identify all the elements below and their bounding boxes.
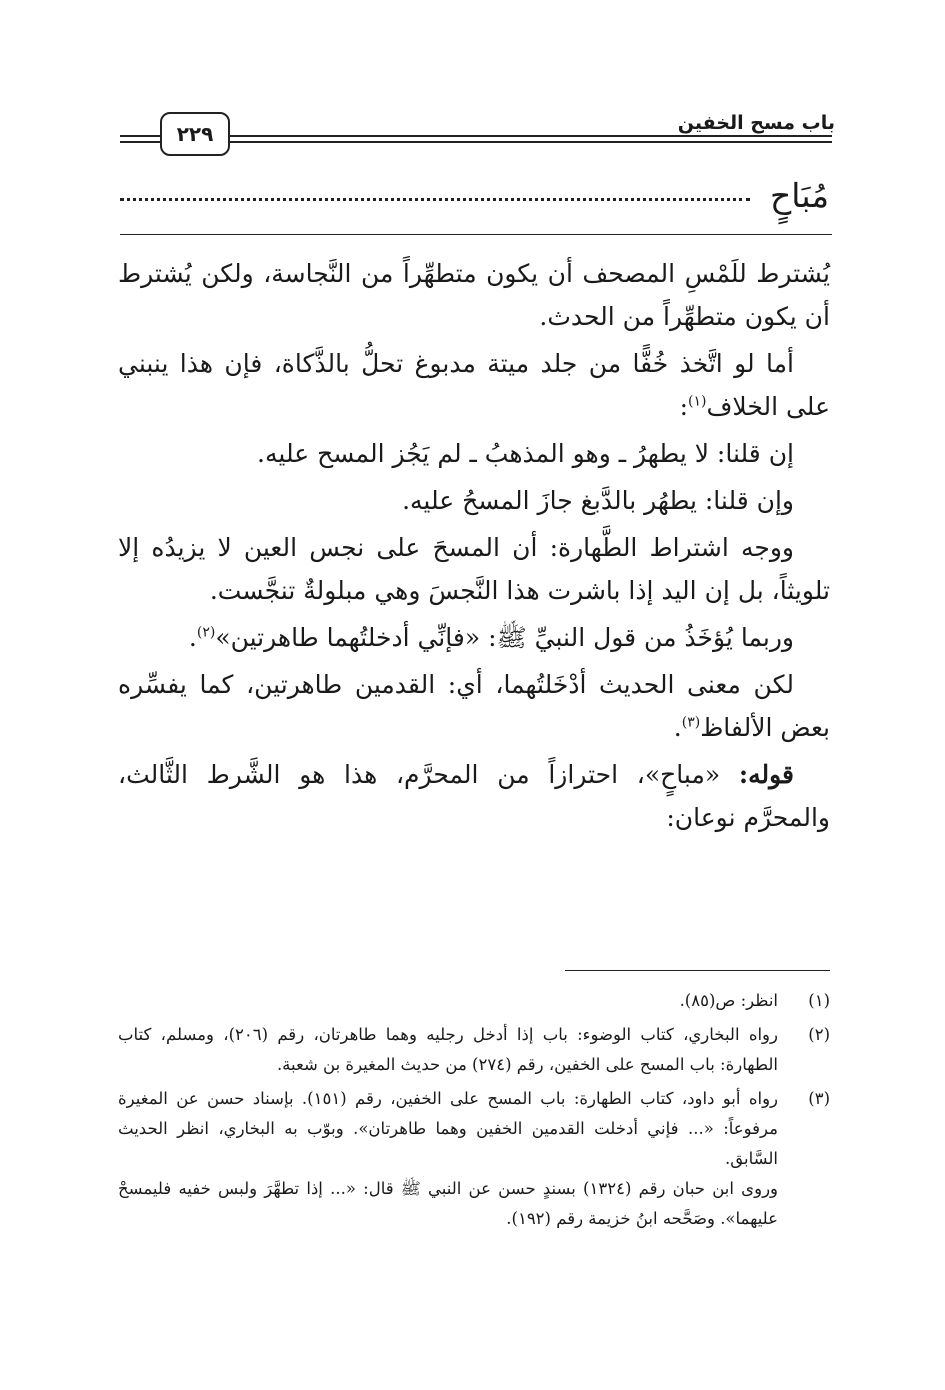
footnote-number: (١) xyxy=(808,991,830,1010)
paragraph-8-text: «مباحٍ»، احترازاً من المحرَّم، هذا هو الشَّرط الثَّالث، والمحرَّم نوعان: xyxy=(118,760,830,832)
footnote-body xyxy=(118,1084,778,1234)
matn-rule xyxy=(120,234,832,235)
paragraph-5: ووجه اشتراط الطَّهارة: أن المسحَ على نجس العين لا يزيدُه إلا تلويثاً، بل إن اليد إذا باشرت هذا النَّجسَ وهي مبلولةٌ تنجَّست. xyxy=(118,533,830,605)
footnote-line: انظر: ص(٨٥). xyxy=(679,991,778,1010)
footnote-separator xyxy=(565,970,830,971)
paragraph-8 xyxy=(118,753,830,839)
paragraph-1: يُشترط للَمْسِ المصحف أن يكون متطهِّراً من النَّجاسة، ولكن يُشترط أن يكون متطهِّراً من الحدث. xyxy=(118,259,830,331)
footnote-body xyxy=(118,986,778,1016)
header-rule-top-right xyxy=(226,135,832,137)
main-text xyxy=(118,252,830,843)
paragraph-4: وإن قلنا: يطهُر بالدَّبغ جازَ المسحُ عليه. xyxy=(402,486,794,515)
paragraph-2-text: أما لو اتَّخذ خُفًّا من جلد ميتة مدبوغ تحلُّ بالذَّكاة، فإن هذا ينبني على الخلاف xyxy=(118,349,830,421)
chapter-title: باب مسح الخفين xyxy=(677,112,835,134)
paragraph-2-end: : xyxy=(679,392,689,421)
footnote-2 xyxy=(118,1020,830,1080)
footnote-number: (٣) xyxy=(808,1089,830,1108)
footnotes xyxy=(118,986,830,1238)
footnote-1 xyxy=(118,986,830,1016)
matn-dotted-leader xyxy=(120,198,750,201)
footnote-line: رواه البخاري، كتاب الوضوء: باب إذا أدخل رجليه وهما طاهرتان، رقم (٢٠٦)، ومسلم، كتاب الطهارة: باب المسح على الخفين، رقم (٢٧٤) من حديث المغيرة بن شعبة. xyxy=(118,1025,778,1074)
qawluhu-label: قوله: xyxy=(738,760,794,789)
paragraph-7-end: . xyxy=(673,713,682,742)
paragraph-7 xyxy=(118,663,830,749)
paragraph-2 xyxy=(118,342,830,428)
footnote-ref-3[interactable]: (٣) xyxy=(681,714,701,731)
footnote-body xyxy=(118,1020,778,1080)
footnote-3 xyxy=(118,1084,830,1234)
paragraph-6 xyxy=(118,616,830,659)
footnote-ref-2[interactable]: (٢) xyxy=(196,624,216,641)
paragraph-7-text: لكن معنى الحديث أدْخَلتُهما، أي: القدمين طاهرتين، كما يفسِّره بعض الألفاظ xyxy=(118,670,830,742)
header-rule-bottom-right xyxy=(226,141,832,143)
page-number: ٢٢٩ xyxy=(160,112,230,156)
paragraph-6-end: . xyxy=(188,623,197,652)
header-rule-top-left xyxy=(120,135,160,137)
footnote-line: وروى ابن حبان رقم (١٣٢٤) بسندٍ حسن عن النبي ﷺ قال: «... إذا تطهَّرَ ولبس خفيه فليمسحْ عليهما». وصَحَّحه ابنُ خزيمة رقم (١٩٢). xyxy=(118,1179,779,1228)
footnote-number: (٢) xyxy=(808,1025,830,1044)
paragraph-3: إن قلنا: لا يطهرُ ـ وهو المذهبُ ـ لم يَجُز المسح عليه. xyxy=(257,439,794,468)
footnote-line: رواه أبو داود، كتاب الطهارة: باب المسح على الخفين، رقم (١٥١). بإسناد حسن عن المغيرة مرفوعاً: «... فإني أدخلت القدمين الخفين وهما طاهرتان». وبوّب به البخاري، انظر الحديث السَّابق. xyxy=(118,1089,779,1168)
footnote-ref-1[interactable]: (١) xyxy=(688,393,707,410)
paragraph-6-text: وربما يُؤخَذُ من قول النبيِّ ﷺ: «فإنِّي أدخلتُهما طاهرتين» xyxy=(215,623,794,652)
matn-word: مُبَاحٍ xyxy=(770,176,829,215)
header-rule-bottom-left xyxy=(120,141,160,143)
